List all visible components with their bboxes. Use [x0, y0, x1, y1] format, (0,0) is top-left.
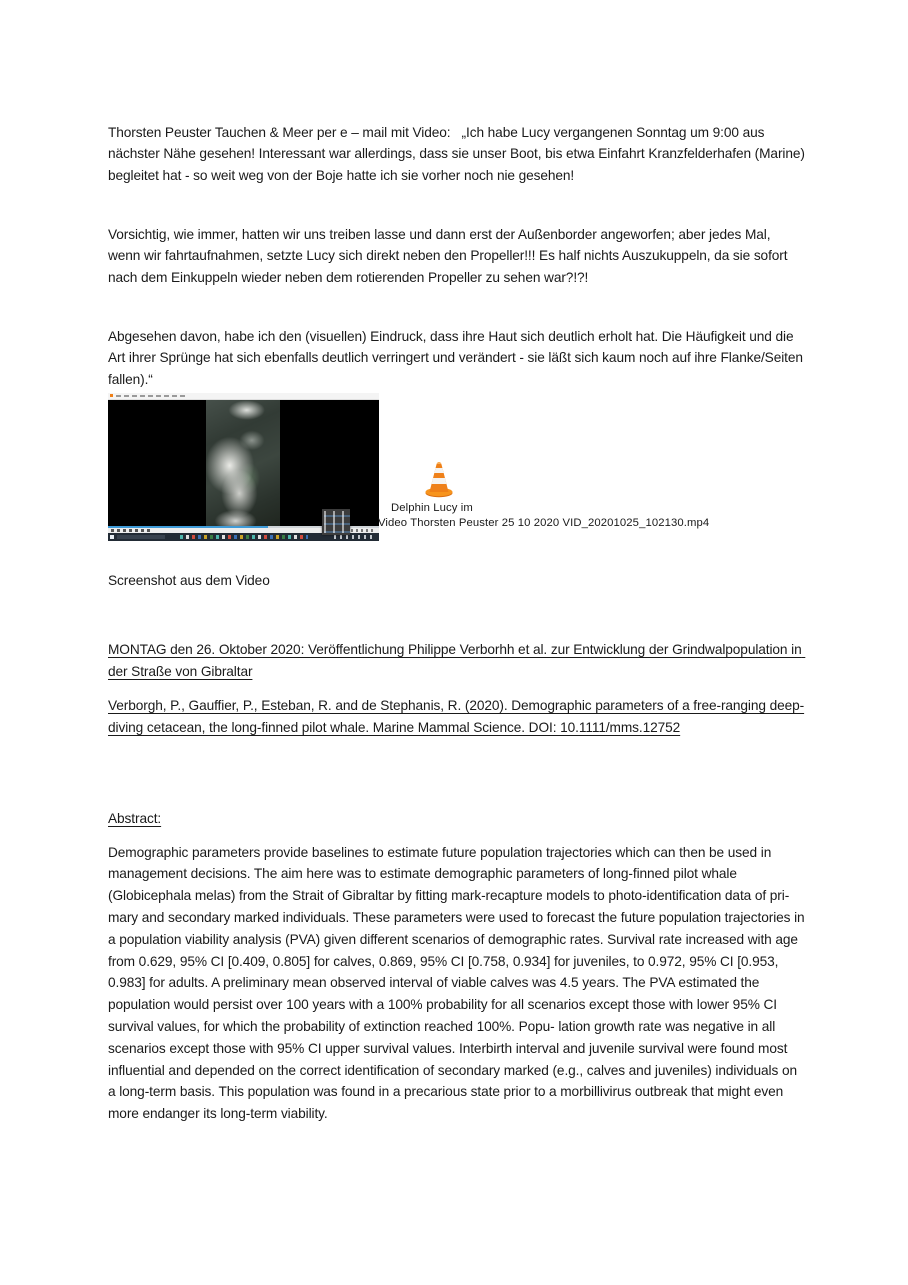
video-file-caption-line1: Delphin Lucy im — [391, 502, 473, 514]
abstract-paragraph: Demographic parameters provide baselines to estimate future population trajectories which can then be used in management decisions. The aim here was to estimate demographic parameters of long-finned pilot whale (Globicephala melas) from the Strait of Gibraltar by fitting mark-recapture models to photo-identification data of pri- mary and secondary marked individuals. These parameters were used to forecast the future population trajectories in a population viability analysis (PVA) given different scenarios of demographic rates. Survival rate increased with age from 0.629, 95% CI [0.409, 0.805] for calves, 0.869, 95% CI [0.758, 0.934] for juveniles, to 0.972, 95% CI [0.953, 0.983] for adults. A preliminary mean observed interval of viable calves was 4.5 years. The PVA estimated the population would persist over 100 years with a 100% probability for all scenarios except those with lower 95% CI survival values, for which the probability of extinction reached 100%. Popu- lation growth rate was negative in all scenarios except those with 95% CI upper survival values. Interbirth interval and juvenile survival were found most influential and depended on the correct identification of secondary marked (e.g., calves and juveniles) individuals on a long-term basis. This population was found in a precarious state prior to a morbillivirus outbreak that might even more endanger its long-term viability. — [108, 844, 809, 1122]
citation-verborgh-2020: Verborgh, P., Gauffier, P., Esteban, R. and de Stephanis, R. (2020). Demographic parameters of a free-ranging deep-diving cetacean, the long-finned pilot whale. Marine Mammal Science. DOI: 10.1111/mms.12752 — [108, 697, 805, 736]
heading-montag-26-oktober: MONTAG den 26. Oktober 2020: Veröffentlichung Philippe Verborhh et al. zur Entwicklung der Grindwalpopulation in der Straße von Gibraltar — [108, 641, 806, 680]
taskbar-search-box — [117, 535, 165, 539]
tray-overflow-popup — [322, 509, 350, 535]
vlc-app-icon — [110, 394, 113, 397]
screenshot-label: Screenshot aus dem Video — [108, 572, 270, 588]
paragraph-thorsten-mail: Thorsten Peuster Tauchen & Meer per e – mail mit Video: „Ich habe Lucy vergangenen Sonntag um 9:00 aus nächster Nähe gesehen! Interessant war allerdings, dass sie unser Boot, bis etwa Einfahrt Kranzfelderhafen (Marine) begleitet hat - so weit weg von der Boje hatte ich sie vorher noch nie gesehen! — [108, 124, 809, 183]
paragraph-propeller: Vorsichtig, wie immer, hatten wir uns treiben lasse und dann erst der Außenborder angeworfen; aber jedes Mal, wenn wir fahrtaufnahmen, setzte Lucy sich direkt neben den Propeller!!! Es half nichts Auszukuppeln, da sie sofort nach dem Einkuppeln wieder neben dem rotierenden Propeller zu sehen war?!?! — [108, 226, 792, 285]
video-screenshot-image — [108, 393, 379, 541]
taskbar-app-icons — [180, 535, 308, 539]
video-file-caption-line2: Video Thorsten Peuster 25 10 2020 VID_20201025_102130.mp4 — [378, 517, 710, 529]
vlc-video-area — [108, 400, 379, 526]
windows-start-icon — [110, 535, 114, 539]
vlc-cone-icon — [424, 461, 454, 498]
vlc-window-title-text — [116, 395, 186, 397]
water-wake-video-frame — [206, 400, 280, 526]
system-tray-icons — [334, 535, 376, 539]
abstract-heading: Abstract: — [108, 810, 162, 826]
vlc-titlebar — [108, 393, 379, 400]
paragraph-haut-erholt: Abgesehen davon, habe ich den (visuellen) Eindruck, dass ihre Haut sich deutlich erholt hat. Die Häufigkeit und die Art ihrer Sprünge hat sich ebenfalls deutlich verringert und verändert - sie läßt sich kaum noch auf ihre Flanke/Seiten fallen).“ — [108, 328, 807, 387]
